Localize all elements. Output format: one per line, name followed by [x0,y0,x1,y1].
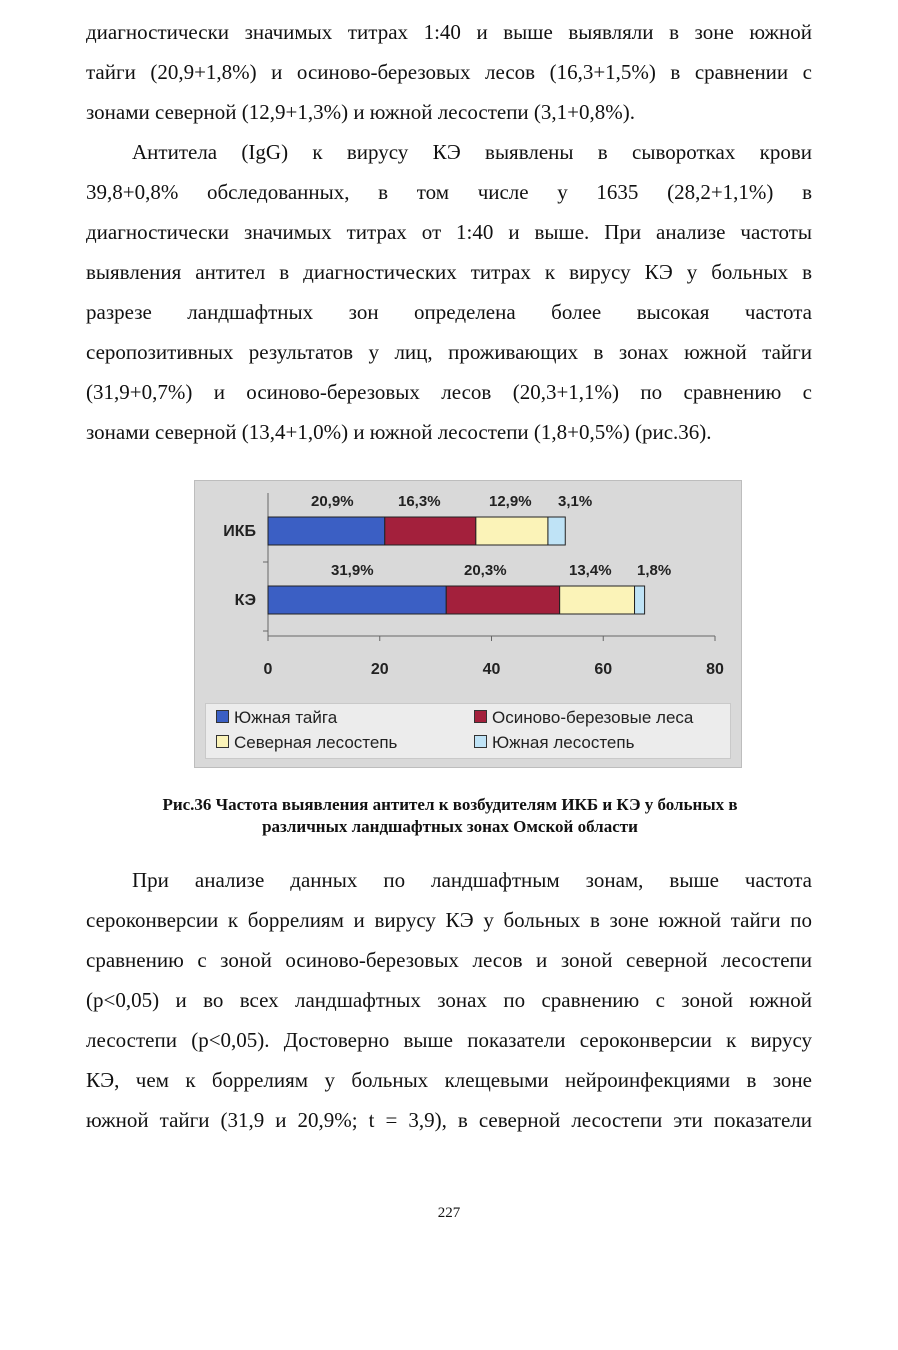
legend-entry [474,708,693,728]
text-line: серопозитивных результатов у лиц, проживающих в зонах южной тайги [86,340,812,364]
legend-swatch [216,710,229,723]
paragraph-2 [86,132,812,452]
caption-line: Рис.36 Частота выявления антител к возбудителям ИКБ и КЭ у больных в [162,795,738,814]
text-line: зонами северной (12,9+1,3%) и южной лесостепи (3,1+0,8%). [86,100,635,124]
text-line: зонами северной (13,4+1,0%) и южной лесостепи (1,8+0,5%) (рис.36). [86,420,712,444]
data-label: 1,8% [637,562,672,579]
bar-segment [268,517,385,545]
text-line: южной тайги (31,9 и 20,9%; t = 3,9), в северной лесостепи эти показатели [86,1108,812,1132]
text-line: При анализе данных по ландшафтным зонам, выше частота [132,868,812,892]
x-tick-label: 80 [706,661,724,678]
text-line: КЭ, чем к боррелиям у больных клещевыми нейроинфекциями в зоне [86,1068,812,1092]
paragraph-3 [86,860,812,1140]
data-label: 20,3% [464,562,507,579]
category-label: ИКБ [223,523,256,540]
stacked-bar-chart [194,480,742,768]
x-tick-label: 40 [482,661,501,678]
bar-segment [560,586,635,614]
text-line: выявления антител в диагностических титрах к вирусу КЭ у больных в [86,260,812,284]
data-label: 16,3% [398,493,441,510]
caption-line: различных ландшафтных зонах Омской области [262,817,638,836]
page-number: 227 [437,1205,461,1221]
text-line: сероконверсии к боррелиям и вирусу КЭ у больных в зоне южной тайги по [86,908,812,932]
paragraph-1 [86,12,812,132]
x-tick-label: 60 [594,661,613,678]
text-line: 39,8+0,8% обследованных, в том числе у 1635 (28,2+1,1%) в [86,180,812,204]
legend-label: Южная лесостепь [492,733,635,752]
bar-segment [548,517,565,545]
text-line: тайги (20,9+1,8%) и осиново-березовых лесов (16,3+1,5%) в сравнении с [86,60,812,84]
legend-entry [216,733,397,753]
data-label: 20,9% [311,493,354,510]
legend-label: Южная тайга [234,708,338,727]
x-tick-label: 0 [263,661,273,678]
category-label: КЭ [234,592,256,609]
legend-label: Осиново-березовые леса [492,708,694,727]
text-line: диагностически значимых титрах 1:40 и выше выявляли в зоне южной [86,20,812,44]
text-line: (p<0,05) и во всех ландшафтных зонах по сравнению с зоной южной [86,988,812,1012]
legend-swatch [474,735,487,748]
data-label: 3,1% [558,493,593,510]
text-line: диагностически значимых титрах от 1:40 и выше. При анализе частоты [86,220,812,244]
legend-swatch [474,710,487,723]
text-line: лесостепи (p<0,05). Достоверно выше показатели сероконверсии к вирусу [86,1028,812,1052]
data-label: 31,9% [331,562,374,579]
figure-caption [100,794,800,838]
legend-label: Северная лесостепь [234,733,398,752]
bar-segment [446,586,559,614]
text-line: сравнению с зоной осиново-березовых лесов и зоной северной лесостепи [86,948,812,972]
data-label: 13,4% [569,562,612,579]
bar-segment [635,586,645,614]
bar-segment [385,517,476,545]
bar-segment [476,517,548,545]
chart-plot-area [195,481,741,701]
text-line: (31,9+0,7%) и осиново-березовых лесов (20,3+1,1%) по сравнению с [86,380,812,404]
legend-entry [474,733,634,753]
legend-swatch [216,735,229,748]
x-tick-label: 20 [370,661,389,678]
legend-entry [216,708,337,728]
data-label: 12,9% [489,493,532,510]
bar-segment [268,586,446,614]
text-line: Антитела (IgG) к вирусу КЭ выявлены в сыворотках крови [132,140,812,164]
chart-legend [205,703,731,759]
text-line: разрезе ландшафтных зон определена более высокая частота [86,300,812,324]
